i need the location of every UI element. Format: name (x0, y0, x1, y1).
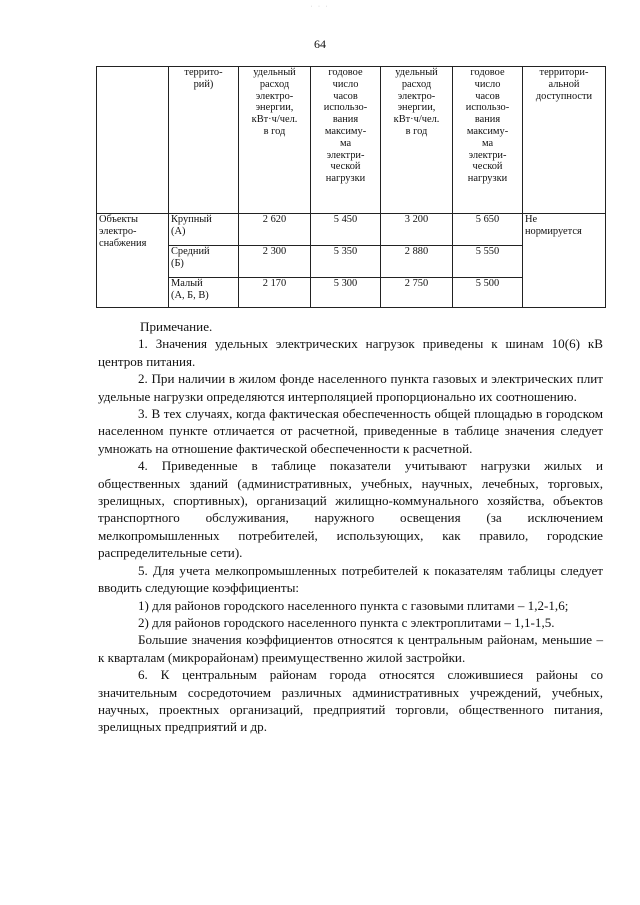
note-paragraph: 2) для районов городского населенного пункта с электроплитами – 1,1-1,5. (138, 614, 555, 630)
size-label: Крупный (А) (171, 214, 212, 237)
header-hours-gas (311, 67, 381, 214)
note-paragraph: 3. В тех случаях, когда фактическая обеспеченность общей площадью в городском населенном пункте отличается от расчетной, приведенные в таблице значения следует умножать на отношение фактической обеспеченности к расчетной. (98, 406, 603, 456)
object-name: Объекты электро- снабжения (99, 214, 147, 249)
value-cell: 5 350 (311, 246, 381, 278)
value-cell: 2 620 (239, 214, 311, 246)
size-label: Малый (А, Б, В) (171, 278, 209, 301)
note-paragraph: 2. При наличии в жилом фонде населенного пункта газовых и электрических плит удельные нагрузки определяются интерполяцией пропорционально их соотношению. (98, 371, 603, 404)
header-hours-gas-text: годовое число часов использо- вания максиму- ма электри- ческой нагрузки (323, 67, 368, 185)
value-cell: 5 450 (311, 214, 381, 246)
size-cell (169, 278, 239, 308)
value-cell: 2 170 (239, 278, 311, 308)
accessibility-cell (523, 214, 606, 308)
note-paragraph: 6. К центральным районам города относятся сложившиеся районы со значительным сосредоточием различных административных учреждений, учебных, научных, проектных организаций, предприятий торговли, общественного питания, зрелищных предприятий и др. (98, 667, 603, 735)
value-cell: 5 500 (453, 278, 523, 308)
page-number: 64 (314, 37, 326, 51)
note-paragraph: 1. Значения удельных электрических нагрузок приведены к шинам 10(6) кВ центров питания. (98, 336, 603, 369)
header-cell-empty (97, 67, 169, 214)
size-label: Средний (Б) (171, 246, 210, 269)
table-header-row (97, 67, 606, 214)
value-cell: 3 200 (381, 214, 453, 246)
header-territory (169, 67, 239, 214)
note-paragraph: 5. Для учета мелкопромышленных потребителей к показателям таблицы следует вводить следующие коэффициенты: (98, 562, 603, 596)
top-mark: · · · (310, 4, 330, 10)
value-cell: 5 650 (453, 214, 523, 246)
size-cell (169, 214, 239, 246)
note-paragraph: 1) для районов городского населенного пункта с газовыми плитами – 1,2-1,6; (138, 597, 569, 613)
header-consumption-gas-text: удельный расход электро- энергии, кВт·ч/чел. в год (251, 67, 298, 137)
notes-title: Примечание. (140, 319, 213, 334)
value-cell: 2 880 (381, 246, 453, 278)
value-cell: 2 750 (381, 278, 453, 308)
value-cell: 5 300 (311, 278, 381, 308)
size-cell (169, 246, 239, 278)
notes-section (98, 318, 603, 736)
accessibility-value: Не нормируется (525, 214, 582, 237)
value-cell: 5 550 (453, 246, 523, 278)
header-hours-electric-text: годовое число часов использо- вания максиму- ма электри- ческой нагрузки (465, 67, 510, 185)
value-cell: 2 300 (239, 246, 311, 278)
header-consumption-electric-text: удельный расход электро- энергии, кВт·ч/чел. в год (393, 67, 440, 137)
header-territory-text: террито- рий) (184, 67, 223, 90)
object-name-cell (97, 214, 169, 308)
header-consumption-gas (239, 67, 311, 214)
electric-load-table (96, 66, 606, 308)
header-consumption-electric (381, 67, 453, 214)
header-accessibility (523, 67, 606, 214)
note-paragraph: 4. Приведенные в таблице показатели учитывают нагрузки жилых и общественных зданий (административных, учебных, научных, лечебных, торговых, зрелищных, спортивных), организаций жилищно-коммунального хозяйства, объектов транспортного обслуживания, наружного освещения (за исключением мелкопромышленных потребителей, использующих, как правило, городские распределительные сети). (98, 458, 603, 561)
table-row (97, 214, 606, 246)
header-accessibility-text: территори- альной доступности (535, 67, 593, 102)
note-paragraph: Большие значения коэффициентов относятся к центральным районам, меньшие – к кварталам (микрорайонам) преимущественно жилой застройки. (98, 632, 603, 665)
header-hours-electric (453, 67, 523, 214)
